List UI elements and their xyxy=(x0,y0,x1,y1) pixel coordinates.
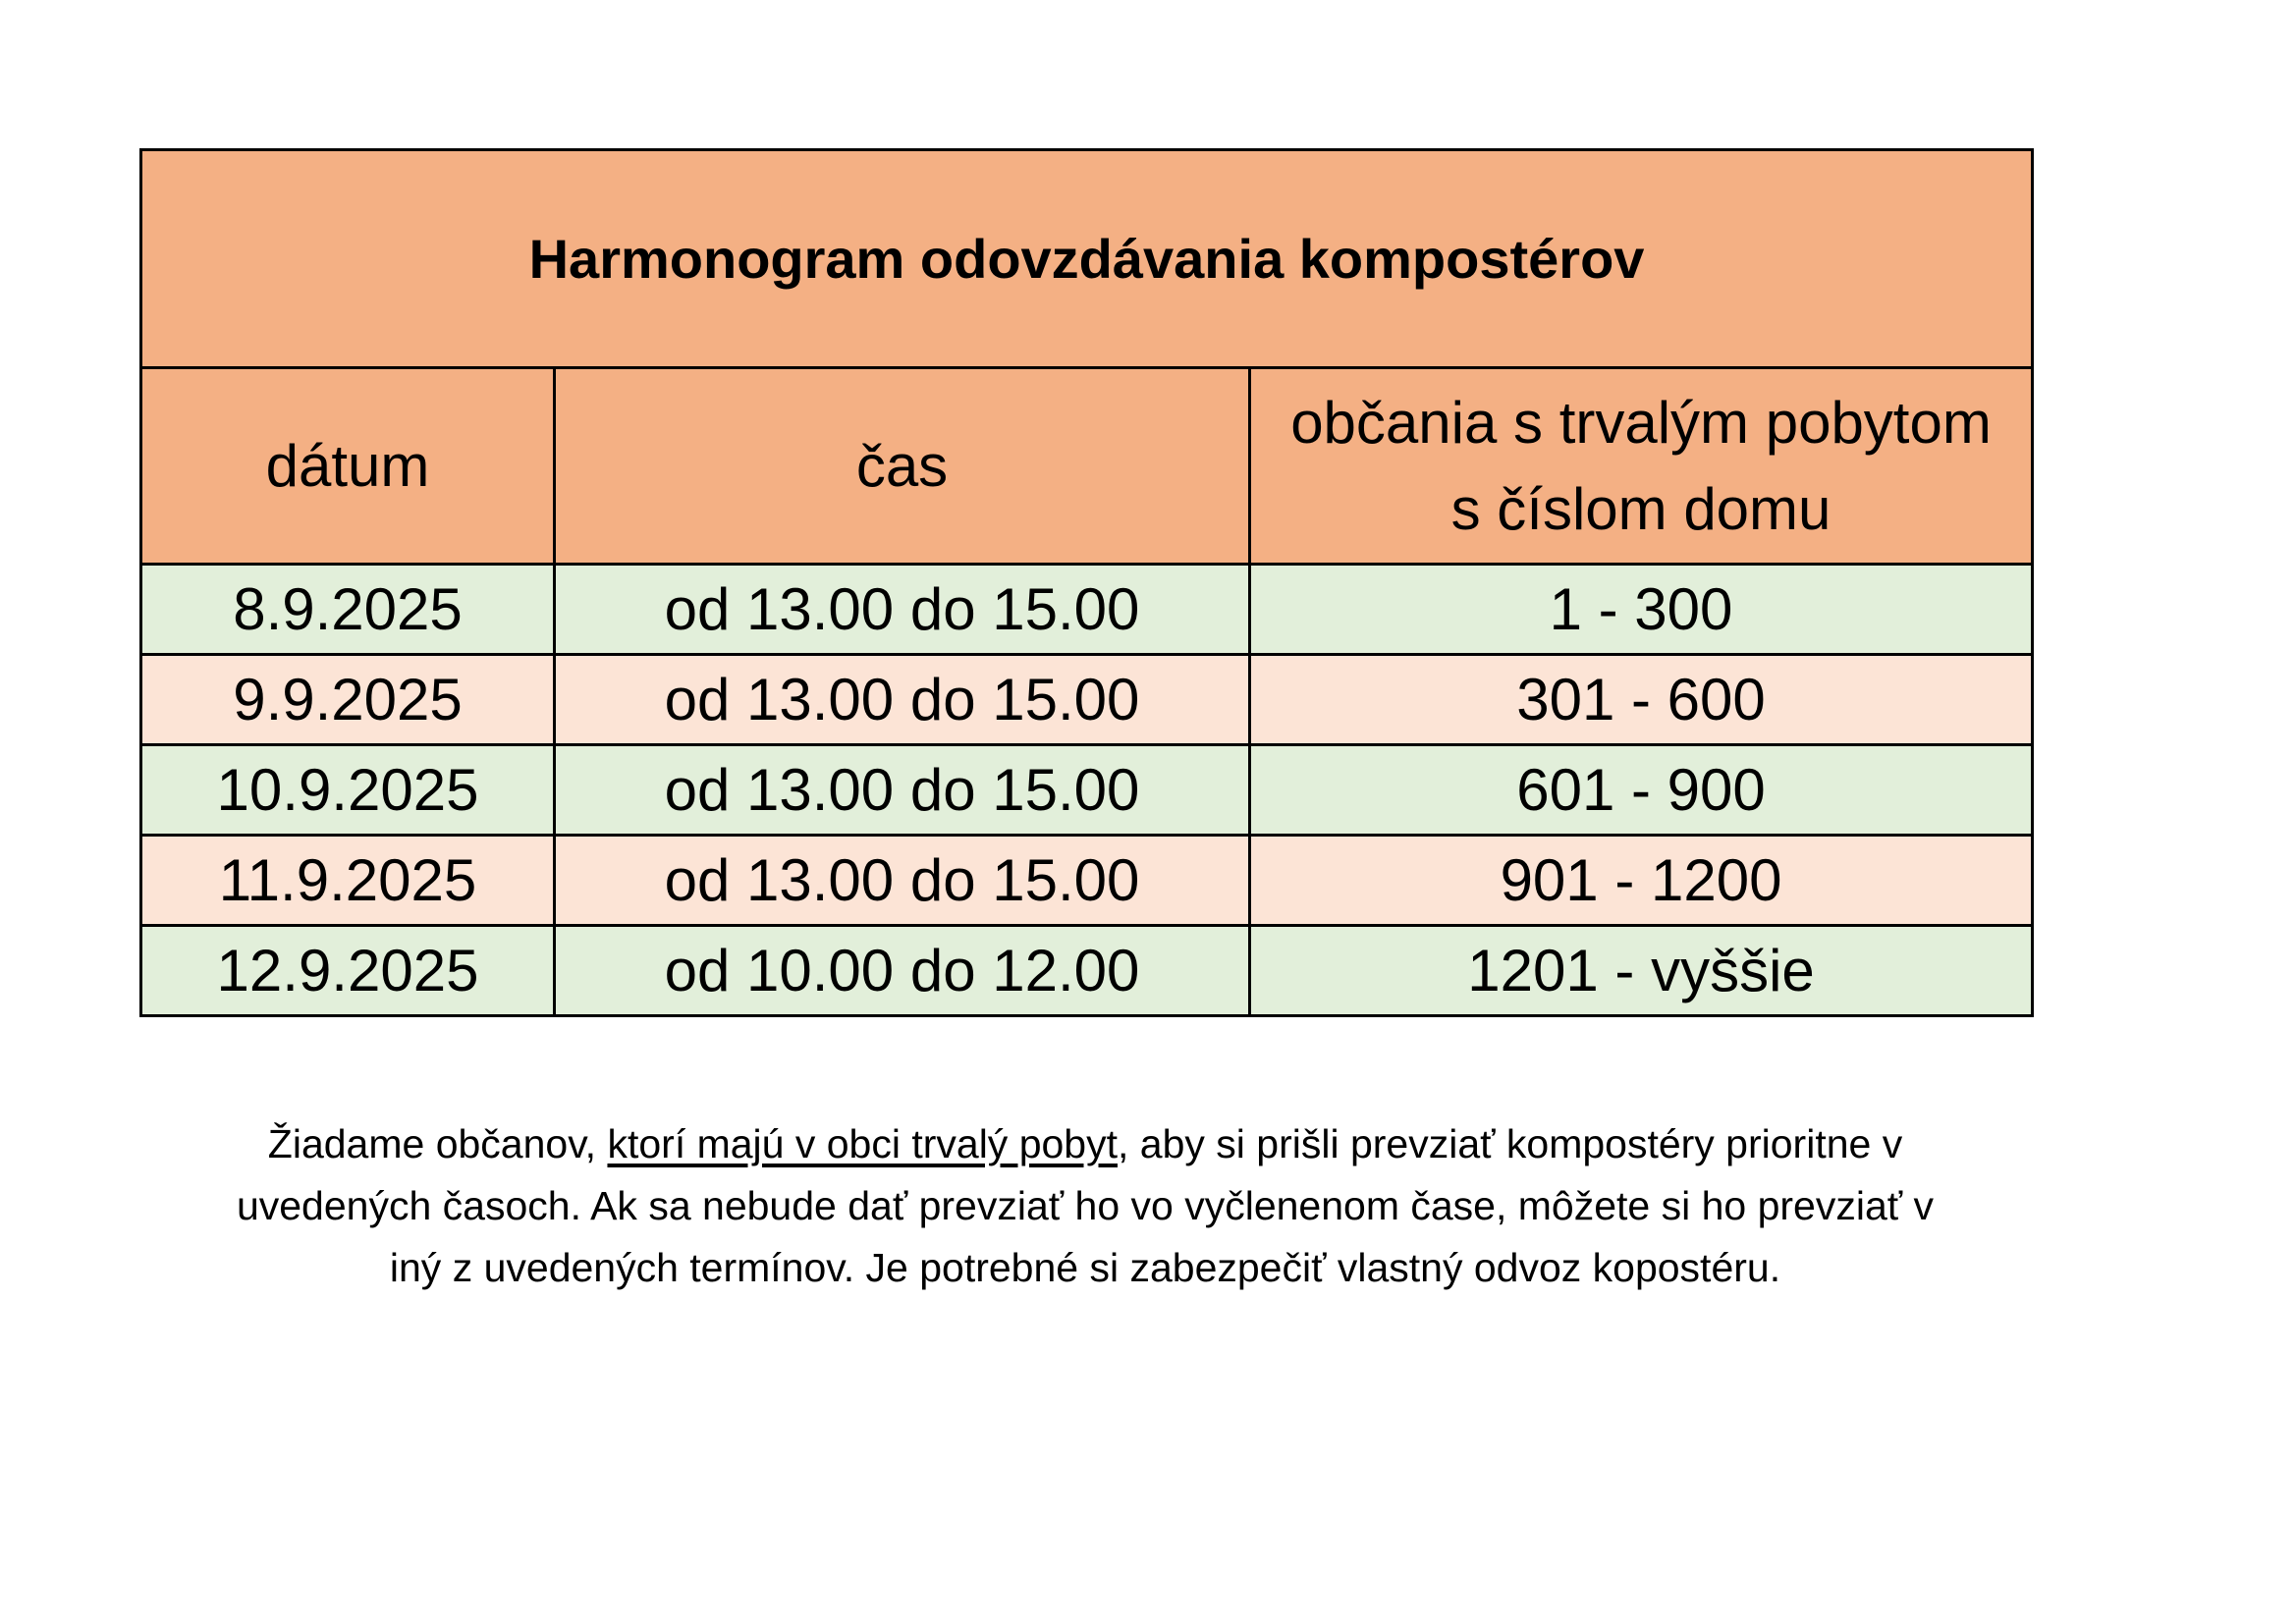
cell-range: 1201 - vyššie xyxy=(1250,926,2033,1016)
cell-date: 9.9.2025 xyxy=(141,655,555,745)
header-date: dátum xyxy=(141,368,555,565)
table-row xyxy=(141,745,2033,836)
cell-date: 11.9.2025 xyxy=(141,836,555,926)
cell-range: 1 - 300 xyxy=(1250,565,2033,655)
cell-range: 901 - 1200 xyxy=(1250,836,2033,926)
cell-time: od 13.00 do 15.00 xyxy=(555,565,1250,655)
note-text-start: Žiadame občanov, xyxy=(267,1121,608,1166)
table-row xyxy=(141,836,2033,926)
note-underlined-text: ktorí majú v obci trvalý pobyt xyxy=(607,1121,1118,1166)
cell-date: 12.9.2025 xyxy=(141,926,555,1016)
cell-time: od 13.00 do 15.00 xyxy=(555,745,1250,836)
note-line-3: iný z uvedených termínov. Je potrebné si zabezpečiť vlastný odvoz kopostéru. xyxy=(389,1245,1781,1290)
note-paragraph xyxy=(139,1113,2031,1299)
table-row xyxy=(141,565,2033,655)
header-row xyxy=(141,368,2033,565)
cell-date: 8.9.2025 xyxy=(141,565,555,655)
title-row xyxy=(141,150,2033,368)
header-range-line1: občania s trvalým pobytom xyxy=(1290,389,1992,456)
cell-date: 10.9.2025 xyxy=(141,745,555,836)
cell-range: 601 - 900 xyxy=(1250,745,2033,836)
table-row xyxy=(141,655,2033,745)
table-row xyxy=(141,926,2033,1016)
note-line-2: uvedených časoch. Ak sa nebude dať prevziať ho vo vyčlenenom čase, môžete si ho prevziať v xyxy=(236,1183,1935,1228)
header-time: čas xyxy=(555,368,1250,565)
table-title: Harmonogram odovzdávania kompostérov xyxy=(141,150,2033,368)
cell-range: 301 - 600 xyxy=(1250,655,2033,745)
cell-time: od 13.00 do 15.00 xyxy=(555,655,1250,745)
note-text-end: , aby si prišli prevziať kompostéry prioritne v xyxy=(1118,1121,1903,1166)
cell-time: od 13.00 do 15.00 xyxy=(555,836,1250,926)
header-house-range xyxy=(1250,368,2033,565)
cell-time: od 10.00 do 12.00 xyxy=(555,926,1250,1016)
header-range-line2: s číslom domu xyxy=(1450,475,1831,542)
schedule-table xyxy=(139,148,2034,1017)
